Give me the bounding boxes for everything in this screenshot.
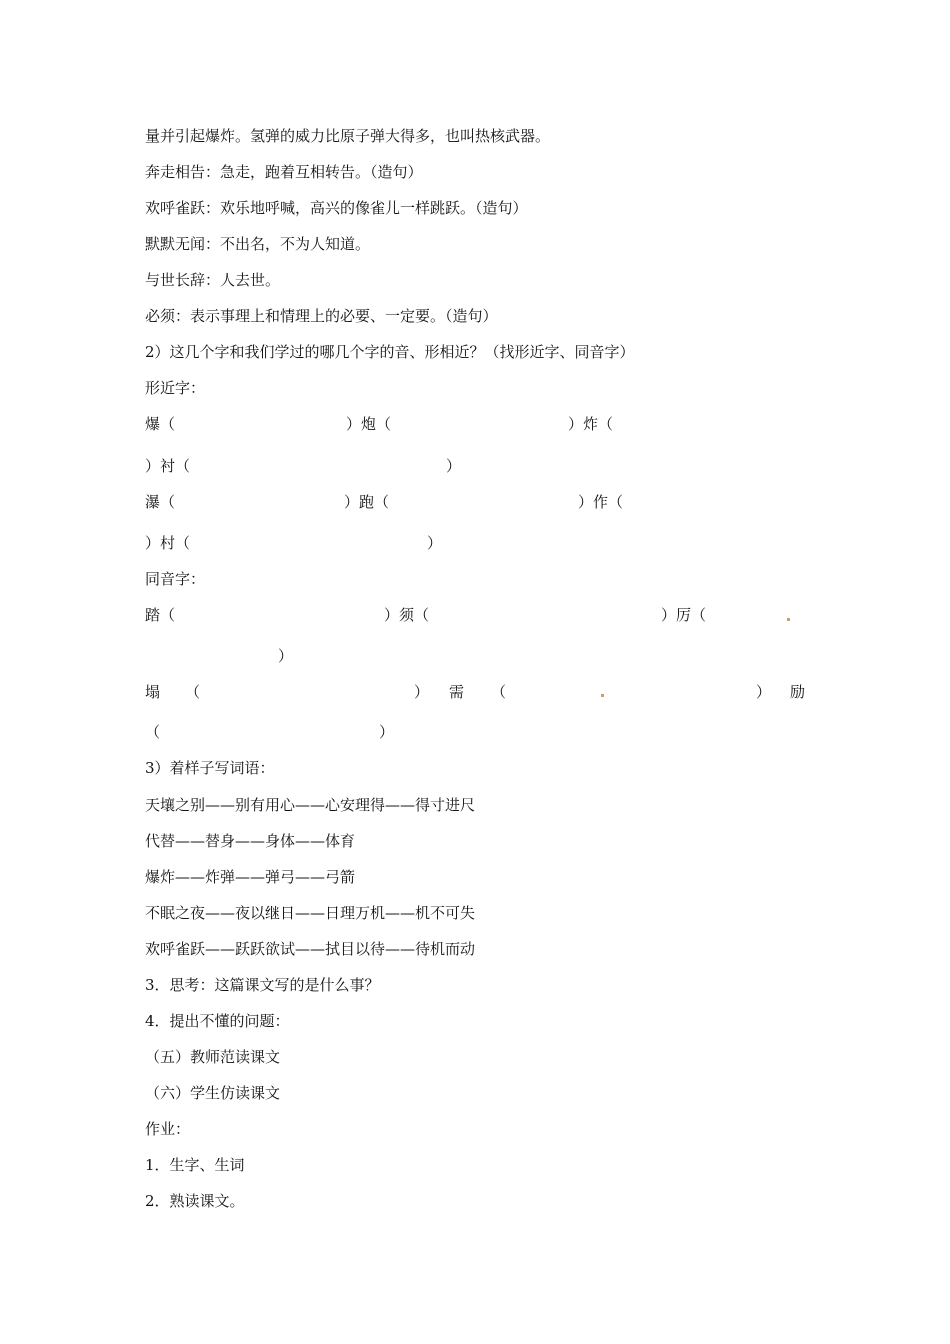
- blank-item: ）须（: [384, 606, 430, 624]
- blank-item: 塌: [145, 683, 161, 701]
- text-line: 1．生字、生词: [145, 1156, 245, 1174]
- text-line: 欢呼雀跃：欢乐地呼喊，高兴的像雀儿一样跳跃。（造句）: [145, 199, 528, 217]
- text-line: 爆炸——炸弹——弹弓——弓箭: [145, 868, 356, 886]
- blank-item: （: [185, 683, 201, 701]
- blank-item: ）: [414, 683, 430, 701]
- blank-item: 需: [449, 683, 465, 701]
- text-line: 代替——替身——身体——体育: [145, 832, 356, 850]
- blank-item: ）: [756, 683, 772, 701]
- section-label: 作业：: [145, 1120, 191, 1138]
- blank-item: ）: [427, 534, 443, 552]
- text-line: 量并引起爆炸。氢弹的威力比原子弹大得多，也叫热核武器。: [145, 127, 551, 145]
- text-line: 与世长辞：人去世。: [145, 271, 281, 289]
- text-line: 天壤之别——别有用心——心安理得——得寸进尺: [145, 796, 476, 814]
- text-line: 2）这几个字和我们学过的哪几个字的音、形相近？（找形近字、同音字）: [145, 343, 635, 361]
- text-line: 不眠之夜——夜以继日——日理万机——机不可失: [145, 904, 476, 922]
- blank-item: 励: [790, 683, 806, 701]
- blank-item: ）: [278, 647, 294, 665]
- blank-item: ）炸（: [568, 415, 614, 433]
- blank-item: （: [491, 683, 507, 701]
- section-label: 形近字：: [145, 379, 206, 397]
- speck-mark: [601, 694, 604, 697]
- text-line: 4．提出不懂的问题：: [145, 1012, 290, 1030]
- text-line: 3．思考：这篇课文写的是什么事？: [145, 976, 380, 994]
- blank-item: ）衬（: [145, 457, 191, 475]
- section-label: 3）着样子写词语：: [145, 759, 275, 777]
- text-line: （六）学生仿读课文: [145, 1084, 281, 1102]
- blank-item: ）跑（: [344, 493, 390, 511]
- text-line: 默默无闻：不出名，不为人知道。: [145, 235, 371, 253]
- text-line: 必须：表示事理上和情理上的必要、一定要。（造句）: [145, 307, 498, 325]
- blank-item: 踏（: [145, 606, 176, 624]
- blank-item: ）: [379, 723, 395, 741]
- blank-item: ）: [446, 457, 462, 475]
- blank-item: ）作（: [578, 493, 624, 511]
- blank-item: 爆（: [145, 415, 176, 433]
- blank-item: ）村（: [145, 534, 191, 552]
- blank-item: ）厉（: [661, 606, 707, 624]
- blank-item: （: [145, 723, 161, 741]
- blank-item: 瀑（: [145, 493, 176, 511]
- text-line: （五）教师范读课文: [145, 1048, 281, 1066]
- text-line: 2．熟读课文。: [145, 1192, 245, 1210]
- blank-item: ）炮（: [346, 415, 392, 433]
- section-label: 同音字：: [145, 570, 206, 588]
- text-line: 奔走相告：急走，跑着互相转告。（造句）: [145, 163, 423, 181]
- speck-mark: [787, 618, 790, 621]
- text-line: 欢呼雀跃——跃跃欲试——拭目以待——待机而动: [145, 940, 476, 958]
